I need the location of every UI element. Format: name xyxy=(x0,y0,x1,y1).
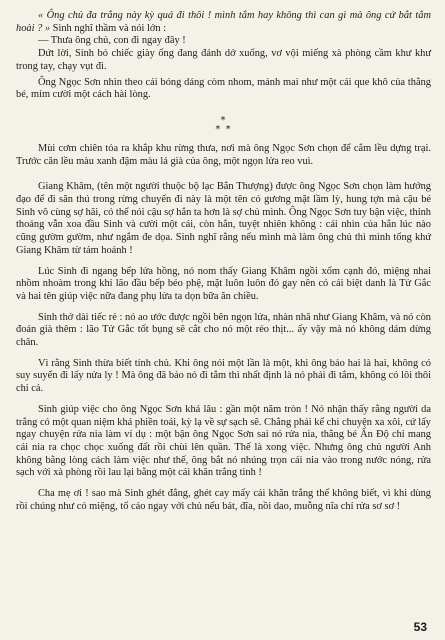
paragraph-9: Vì rằng Sinh thừa biết tính chủ. Khi ông nói một lần là một, khi ông bảo hai là hai, không có suy suyển đi lấy nửa ly ! Mà ông đã bảo nó đi tắm thì nhất định là nó phải đi tắm, không có lôi thôi chi cả. xyxy=(16,357,431,395)
paragraph-6: Giang Khâm, (tên một người thuộc bộ lạc Bắn Thượng) được ông Ngọc Sơn chọn làm hướng đạo để đi săn thú trong rừng chuyến đi này là một tên có gương mặt lầm lỳ, hung tợn mà cậu bé Sinh vô cùng sợ hãi, có thể nói cậu sợ hắn ta hơn là sợ chủ mình. Ông Ngọc Sơn tuy bận việc, thỉnh thoảng vẫn xoa đầu Sinh và cười một cái, còn hắn, tuyệt nhiên không : cái nhìn của hắn lúc nào cũng gườm gườm, như ngắm đe dọa. Sinh nghĩ rằng nếu mình mà làm ông chủ thì mình tống khứ Giang Khâm từ tám hoánh ! xyxy=(16,181,431,256)
paragraph-5: Mùi cơm chiên tỏa ra khắp khu rừng thưa, nơi mà ông Ngọc Sơn chọn để cắm lều dựng trại. Trước căn lều màu xanh đậm màu lá già của ông, một ngọn lửa reo vui. xyxy=(16,142,431,167)
page-number: 53 xyxy=(413,620,427,634)
inner-thought-quote: « Ông chủ đa trắng này kỳ quá đi thôi ! mình tắm hay không thì can gì mà ông cứ bắt tắm hoài ? » xyxy=(16,10,431,34)
paragraph-10: Sinh giúp việc cho ông Ngọc Sơn khá lâu : gần một năm tròn ! Nó nhận thấy rằng người da trắng có một quan niệm khá phiền toái, kỳ lạ về sự sạch sẽ. Chẳng phải kể chi chuyện xa xôi, cứ lấy ngay chuyện rửa nia làm ví dụ : một bận ông Ngọc Sơn sai nó rửa nia, thằng bé Ấn Độ chỉ mang cái nia ra chọc chọc xuống đất rồi chùi lên quần. Thế là xong việc. Nhưng ông chủ người Anh không bằng lòng cách làm việc như thế, ông bắt nó nhúng trọn cái nia vào trong nước nóng, rửa sạch với xà phòng rồi lau lại bằng một cái khăn trắng tinh ! xyxy=(16,403,431,479)
separator-bottom-asterisks: * * xyxy=(215,123,232,135)
paragraph-1-rest: Sinh nghĩ thầm và nói lớn : xyxy=(50,22,167,34)
section-separator xyxy=(16,116,431,134)
paragraph-11: Cha mẹ ơi ! sao mà Sinh ghét đắng, ghét cay mấy cái khăn trắng thế không biết, vì khi dùng rồi chúng như có miệng, tố cáo ngay với chủ nếu bát, đĩa, nồi dao, muỗng nĩa chỉ rửa sơ sơ ! xyxy=(16,488,431,512)
paragraph-3: Dứt lời, Sinh bỏ chiếc giày ống đang đánh dở xuống, vơ vội miếng xà phòng cầm khư khư trong tay, chạy vụt đi. xyxy=(16,48,431,72)
paragraph-7: Lúc Sinh đi ngang bếp lửa hồng, nó nom thấy Giang Khâm ngồi xổm cạnh đó, miệng nhai nhồm nhoàm trong khi lão đầu bếp béo phệ, mặt luôn luôn đỏ gay nên có cái biệt danh là Tử Gắc và hai tên giúp việc nữa đang phụ lửa ta dọn bữa ăn chiều. xyxy=(16,265,431,302)
paragraph-8: Sinh thở dài tiếc rẻ : nó ao ước được ngồi bên ngọn lửa, nhàn nhã như Giang Khâm, và nó còn đoán già thêm : lão Tử Gắc tốt bụng sẽ cắt cho nó một rẻo thịt... ấy vậy mà nó không dám dừng chân. xyxy=(16,311,431,349)
paragraph-2: — Thưa ông chủ, con đi ngay đây ! xyxy=(38,35,186,47)
paragraph-1 xyxy=(16,10,431,35)
separator-top-asterisk: * xyxy=(220,114,227,126)
paragraph-4: Ông Ngọc Sơn nhìn theo cái bóng dáng còm nhom, mảnh mai như một cái que khô của thằng bé, mỉm cười một cách hài lòng. xyxy=(16,76,431,101)
